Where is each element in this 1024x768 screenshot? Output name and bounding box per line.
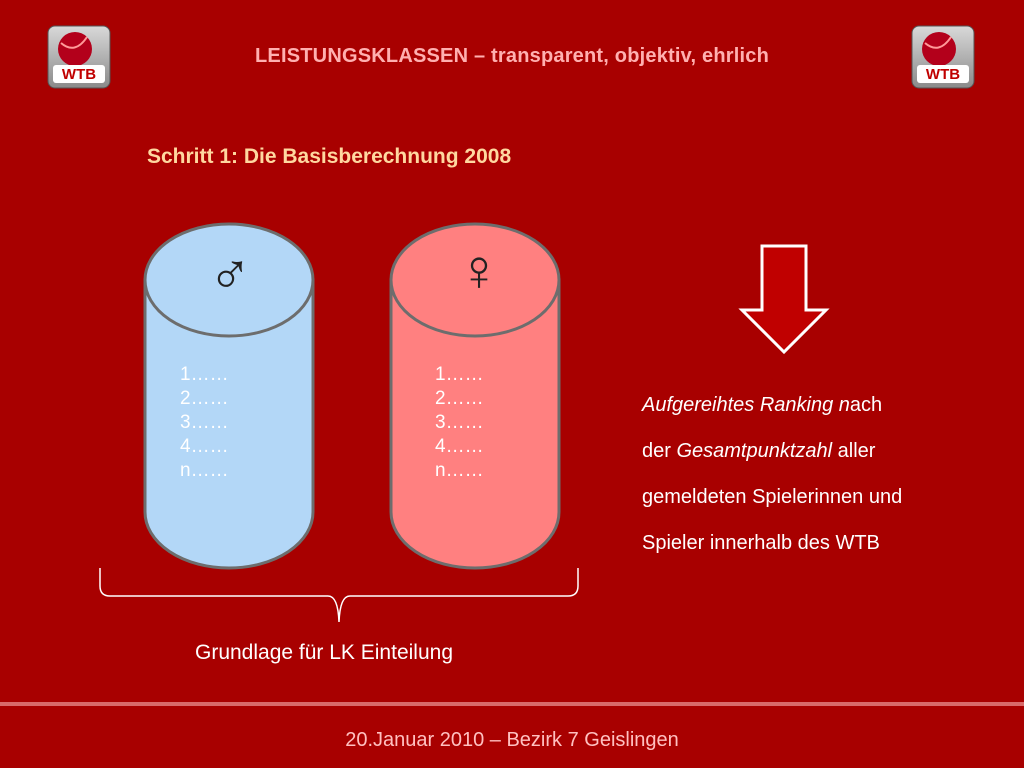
svg-text:WTB: WTB — [925, 66, 961, 83]
down-arrow-icon — [738, 242, 830, 354]
female-rank-list — [435, 363, 484, 483]
ranking-term: Aufgereihtes Ranking n — [642, 394, 850, 416]
male-rank-list — [180, 363, 229, 483]
ranking-description: Aufgereihtes Ranking nach der Gesamtpunktzahl aller gemeldeten Spielerinnen und Spieler innerhalb des WTB — [642, 394, 903, 554]
curly-brace — [96, 566, 582, 626]
female-symbol-icon: ♀ — [457, 238, 501, 303]
male-symbol-icon: ♂ — [208, 242, 252, 307]
list-item: 4…… — [180, 436, 229, 457]
list-item: 1…… — [435, 364, 484, 385]
list-item: n…… — [435, 460, 484, 481]
list-item: 2…… — [435, 388, 484, 409]
list-item: 4…… — [435, 436, 484, 457]
step-title: Schritt 1: Die Basisberechnung 2008 — [147, 145, 512, 168]
list-item: 1…… — [180, 364, 229, 385]
list-item: n…… — [180, 460, 229, 481]
header-title: LEISTUNGSKLASSEN – transparent, objektiv, ehrlich — [255, 45, 769, 67]
list-item: 3…… — [435, 412, 484, 433]
total-points-term: Gesamtpunktzahl — [676, 440, 833, 462]
basis-label: Grundlage für LK Einteilung — [195, 641, 453, 664]
svg-text:WTB: WTB — [61, 66, 97, 83]
list-item: 2…… — [180, 388, 229, 409]
list-item: 3…… — [180, 412, 229, 433]
footer-text: 20.Januar 2010 – Bezirk 7 Geislingen — [345, 729, 679, 751]
